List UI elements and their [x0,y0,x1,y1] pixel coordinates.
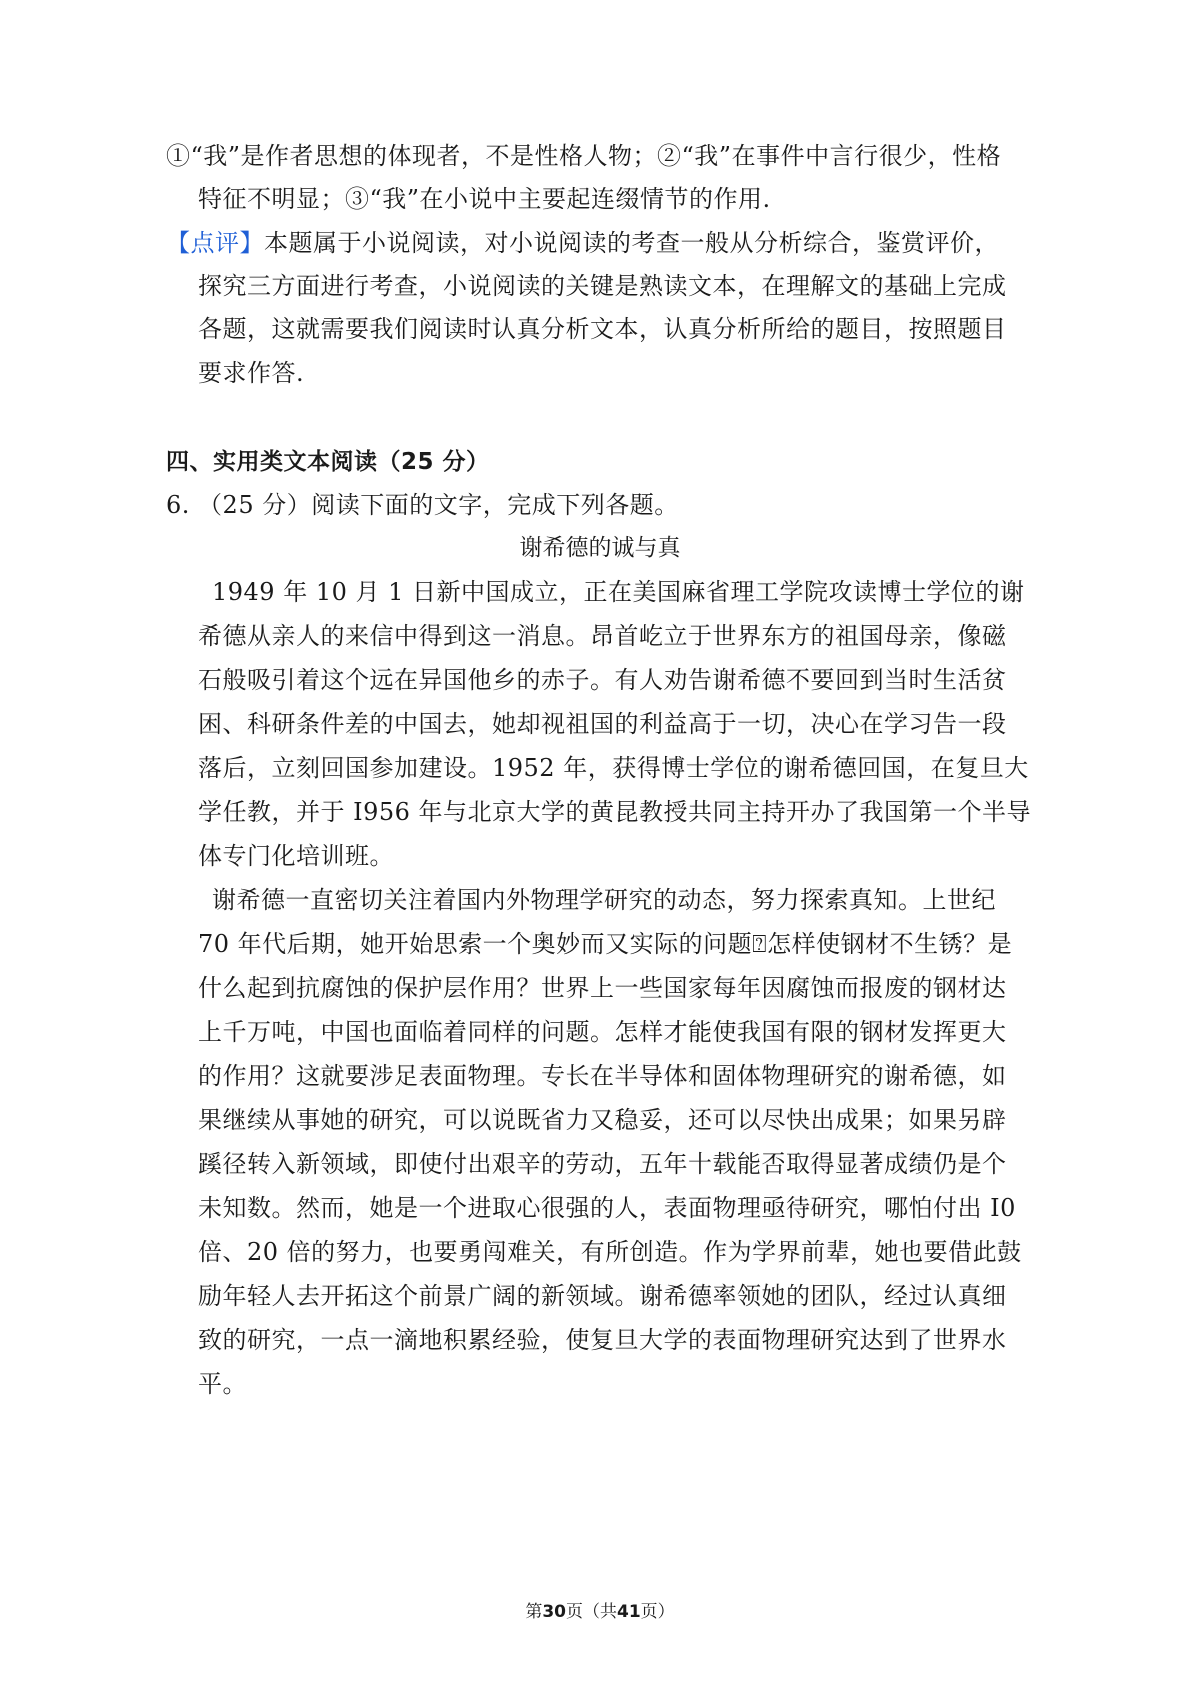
footer-prefix: 第 [525,1602,543,1622]
paragraph-line: 困、科研条件差的中国去，她却视祖国的利益高于一切，决心在学习告一段 [198,710,1007,738]
comment-text: 本题属于小说阅读，对小说阅读的考查一般从分析综合，鉴赏评价， [264,229,999,257]
question-number: 6. [166,491,190,519]
paragraph-line: 果继续从事她的研究，可以说既省力又稳妥，还可以尽快出成果；如果另辟 [198,1106,1007,1134]
paragraph-line: 体专门化培训班。 [198,842,394,870]
paragraph-line: 学任教，并于 I956 年与北京大学的黄昆教授共同主持开办了我国第一个半导 [198,798,1032,826]
question-prompt [166,489,679,521]
paragraph-line: 70 年代后期，她开始思索一个奥妙而又实际的问题⍰怎样使钢材不生锈？是 [198,930,1013,958]
paragraph-line: 上千万吨，中国也面临着同样的问题。怎样才能使我国有限的钢材发挥更大 [198,1018,1007,1046]
paragraph-line: 未知数。然而，她是一个进取心很强的人，表面物理亟待研究，哪怕付出 I0 [198,1194,1016,1222]
paragraph-line: 的作用？这就要涉足表面物理。专长在半导体和固体物理研究的谢希德，如 [198,1062,1007,1090]
comment-line: 探究三方面进行考查，小说阅读的关键是熟读文本，在理解文的基础上完成 [198,272,1007,300]
comment-tag: 【点评】 [166,229,264,257]
paragraph-line: 谢希德一直密切关注着国内外物理学研究的动态，努力探索真知。上世纪 [212,886,996,914]
paragraph-line: 励年轻人去开拓这个前景广阔的新领域。谢希德率领她的团队，经过认真细 [198,1282,1007,1310]
page-footer [0,1600,1200,1624]
paragraph-line: 石般吸引着这个远在异国他乡的赤子。有人劝告谢希德不要回到当时生活贫 [198,666,1007,694]
footer-page-number: 30 [542,1602,566,1622]
paragraph-line: 1949 年 10 月 1 日新中国成立，正在美国麻省理工学院攻读博士学位的谢 [212,578,1025,606]
answer-line: 特征不明显；③“我”在小说中主要起连缀情节的作用. [198,185,771,213]
comment-line: 要求作答. [198,359,305,387]
paragraph-line: 倍、20 倍的努力，也要勇闯难关，有所创造。作为学界前辈，她也要借此鼓 [198,1238,1022,1266]
paragraph-line: 落后，立刻回国参加建设。1952 年，获得博士学位的谢希德回国，在复旦大 [198,754,1029,782]
paragraph-line: 蹊径转入新领域，即使付出艰辛的劳动，五年十载能否取得显著成绩仍是个 [198,1150,1007,1178]
footer-middle: 页（共 [566,1602,617,1622]
answer-line: ①“我”是作者思想的体现者，不是性格人物；②“我”在事件中言行很少，性格 [166,142,1002,170]
paragraph-line: 什么起到抗腐蚀的保护层作用？世界上一些国家每年因腐蚀而报废的钢材达 [198,974,1007,1002]
comment-line: 各题，这就需要我们阅读时认真分析文本，认真分析所给的题目，按照题目 [198,315,1007,343]
paragraph-line: 平。 [198,1370,247,1398]
question-text: （25 分）阅读下面的文字，完成下列各题。 [198,491,679,519]
comment-first-line [166,227,999,259]
section-heading: 四、实用类文本阅读（25 分） [166,449,490,475]
footer-total-pages: 41 [617,1602,641,1622]
article-title: 谢希德的诚与真 [519,535,681,561]
paragraph-line: 致的研究，一点一滴地积累经验，使复旦大学的表面物理研究达到了世界水 [198,1326,1007,1354]
footer-suffix: 页） [640,1602,675,1622]
paragraph-line: 希德从亲人的来信中得到这一消息。昂首屹立于世界东方的祖国母亲，像磁 [198,622,1007,650]
